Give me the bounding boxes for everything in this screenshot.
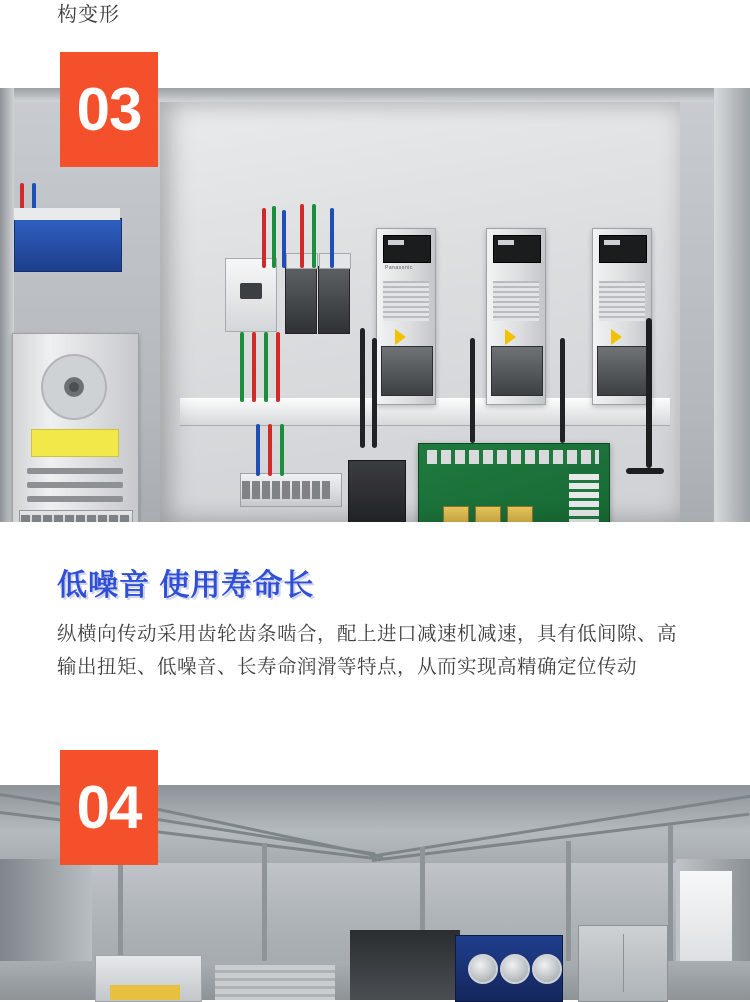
drive-display [383, 235, 431, 263]
pcb-terminal-strip [569, 474, 599, 522]
warehouse-doorway [680, 871, 732, 967]
section-badge-04: 04 [60, 750, 158, 865]
electrical-cabinet [578, 925, 668, 1002]
pcb-relay-1 [443, 506, 469, 522]
feature-headline: 低噪音 使用寿命长 [57, 569, 315, 602]
wire-black [372, 338, 377, 448]
wire-red [276, 332, 280, 402]
contactor-1 [285, 266, 317, 334]
yellow-pallet-base [110, 985, 180, 1000]
ventilation-slots [27, 468, 123, 514]
drive-vent [383, 281, 429, 321]
blue-terminal-unit [14, 218, 122, 272]
servo-drive-1 [376, 228, 436, 405]
drive-connector-block [491, 346, 543, 396]
wire-blue [256, 424, 260, 476]
wire-green [272, 206, 276, 268]
drive-display [599, 235, 647, 263]
servo-drive-3 [592, 228, 652, 405]
terminal-block [240, 473, 342, 507]
terminal-cover [14, 208, 120, 220]
pcb-relay-2 [475, 506, 501, 522]
drive-brand-label: Panasonic [385, 265, 413, 271]
drive-display [493, 235, 541, 263]
warning-label [31, 429, 119, 457]
fan-icon [41, 354, 107, 420]
top-partial-text: 构变形 [57, 4, 120, 26]
wire-blue [282, 210, 286, 268]
warning-triangle-icon [505, 329, 516, 345]
wire-black-thick [646, 318, 652, 468]
section-badge-03: 03 [60, 52, 158, 167]
wire-black-thick [626, 468, 664, 474]
wire-red [262, 208, 266, 268]
drive-connector-block [381, 346, 433, 396]
warning-triangle-icon [395, 329, 406, 345]
support-column [668, 825, 673, 961]
spool-icon [532, 954, 562, 984]
drive-vent [599, 281, 645, 321]
wire-green [264, 332, 268, 402]
wire-red [268, 424, 272, 476]
contactor-2 [318, 266, 350, 334]
wire-blue [330, 208, 334, 268]
power-supply-unit [12, 333, 139, 522]
wire-green [280, 424, 284, 476]
blue-machine-unit [455, 935, 563, 1002]
feature-paragraph: 纵横向传动采用齿轮齿条啮合，配上进口减速机减速，具有低间隙、高输出扭矩、低噪音、长寿命润滑等特点，从而实现高精确定位传动 [57, 623, 678, 678]
spool-icon [468, 954, 498, 984]
gantry-machine [350, 930, 460, 1000]
sheet-metal-stack [215, 965, 335, 1000]
servo-drive-2 [486, 228, 546, 405]
warning-triangle-icon [611, 329, 622, 345]
spool-icon [500, 954, 530, 984]
cabinet-right-edge [714, 88, 750, 522]
psu-terminal-strip [19, 510, 133, 522]
drive-vent [493, 281, 539, 321]
green-control-pcb [418, 443, 610, 522]
support-column [262, 843, 267, 961]
wire-black [470, 338, 475, 443]
drive-connector-block [597, 346, 649, 396]
pcb-header-pins [427, 450, 599, 464]
circuit-breaker [225, 258, 277, 332]
transformer-module [348, 460, 406, 522]
wire-green [240, 332, 244, 402]
wire-black [360, 328, 365, 448]
pcb-relay-3 [507, 506, 533, 522]
wire-red [252, 332, 256, 402]
wire-red [300, 204, 304, 268]
wire-green [312, 204, 316, 268]
wire-black [560, 338, 565, 443]
support-column [566, 841, 571, 961]
